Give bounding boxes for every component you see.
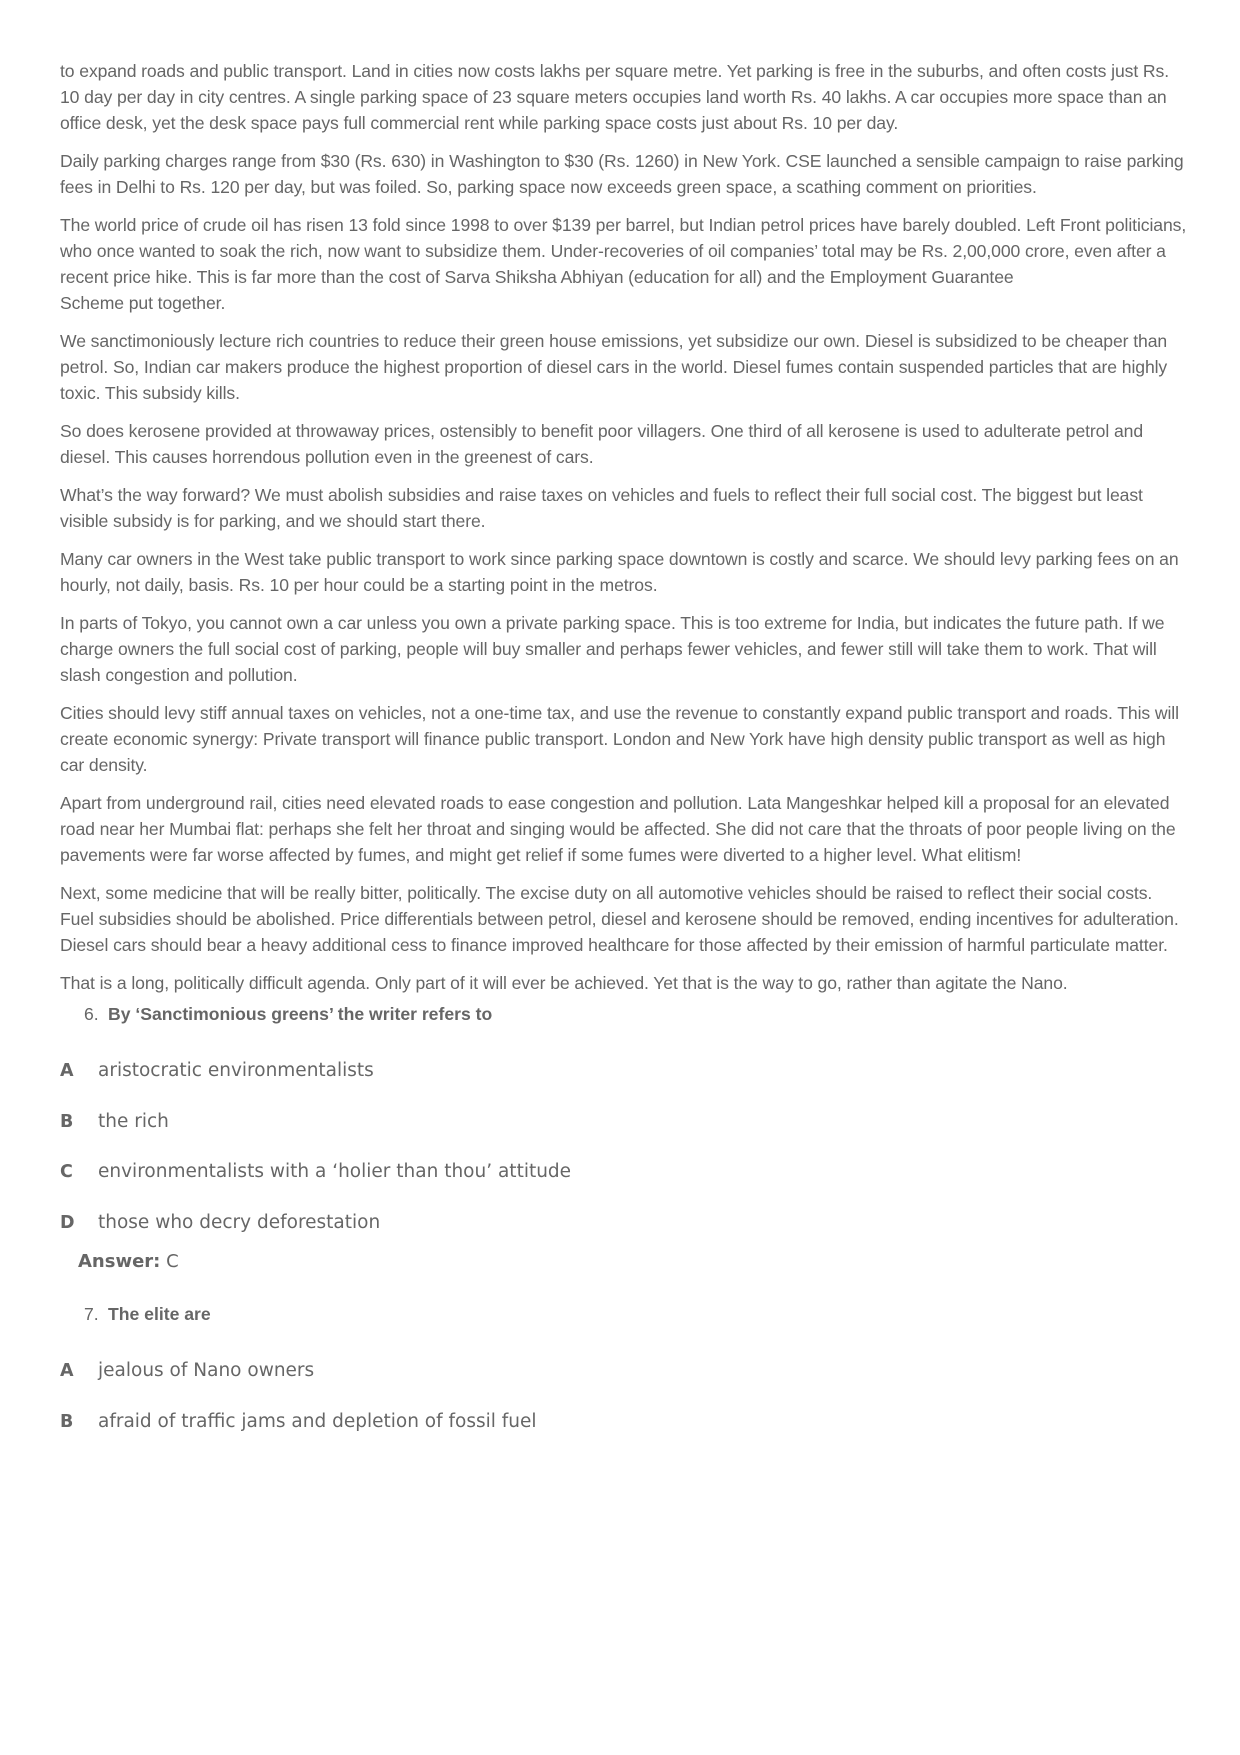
option-a[interactable] [60,1360,1190,1411]
option-letter: A [60,1061,74,1081]
question-text: The elite are [108,1304,211,1324]
paragraph-line: The world price of crude oil has risen 13 fold since 1998 to over $139 per barrel, but Indian petrol prices have barely doubled. Left Front politicians, who once wanted to soak the rich, now want to subsidize them. Under-recoveries of oil companies’ total may be Rs. 2,00,000 crore, even after a recent price hike. This is far more than the cost of Sarva Shiksha Abhiyan (education for all) and the Employment Guarantee [60,215,1187,287]
question-block [60,1002,1190,1272]
paragraph-line: In parts of Tokyo, you cannot own a car unless you own a private parking space. This is too extreme for India, but indicates the future path. If we charge owners the full social cost of parking, people will buy smaller and perhaps fewer vehicles, and fewer still will take them to work. That will slash congestion and pollution. [60,613,1165,685]
paragraph-line: Scheme put together. [60,293,226,313]
passage-paragraph [60,610,1190,688]
option-b[interactable] [60,1411,1190,1451]
document-page [60,58,1190,1451]
paragraph-line: Next, some medicine that will be really bitter, politically. The excise duty on all automotive vehicles should be raised to reflect their social costs. Fuel subsidies should be abolished. Price differentials between petrol, diesel and kerosene should be removed, ending incentives for adulteration. Diesel cars should bear a heavy additional cess to finance improved healthcare for those affected by their emission of harmful particulate matter. [60,883,1179,955]
passage-paragraph [60,970,1190,996]
option-text: environmentalists with a ‘holier than thou’ attitude [98,1161,572,1182]
paragraph-line: road near her Mumbai flat: perhaps she felt her throat and singing would be affected. She did not care that the throats of poor people living on the pavements were far worse affected by fumes, and might get relief if some fumes were diverted to a higher level. What elitism! [60,819,1176,865]
paragraph-line: We sanctimoniously lecture rich countries to reduce their green house emissions, yet subsidize our own. Diesel is subsidized to be cheaper than petrol. So, Indian car makers produce the highest proportion of diesel cars in the world. Diesel fumes contain suspended particles that are highly toxic. This subsidy kills. [60,331,1168,403]
option-letter: B [60,1112,74,1132]
paragraph-line: to expand roads and public transport. Land in cities now costs lakhs per square metre. Yet parking is free in the suburbs, and often costs just Rs. [60,61,1169,81]
paragraph-line: So does kerosene provided at throwaway prices, ostensibly to benefit poor villagers. One third of all kerosene is used to adulterate petrol and diesel. This causes horrendous pollution even in the greenest of cars. [60,421,1144,467]
passage [60,58,1190,996]
option-a[interactable] [60,1060,1190,1111]
question-number: 7. [84,1304,99,1324]
passage-paragraph [60,58,1190,136]
option-text: jealous of Nano owners [98,1360,315,1381]
paragraph-line: Apart from underground rail, cities need elevated roads to ease congestion and pollution. Lata Mangeshkar helped kill a proposal for an elevated [60,793,1170,813]
answer-line [78,1251,1190,1272]
option-text: the rich [98,1111,169,1132]
question-number: 6. [84,1004,99,1024]
option-d[interactable] [60,1212,1190,1251]
passage-paragraph [60,880,1190,958]
paragraph-line: Cities should levy stiff annual taxes on vehicles, not a one-time tax, and use the revenue to constantly expand public transport and roads. This will create economic synergy: Private transport will finance public transport. London and New York have high density public transport as well as high car density. [60,703,1179,775]
passage-paragraph [60,790,1190,868]
paragraph-line: Daily parking charges range from $30 (Rs. 630) in Washington to $30 (Rs. 1260) in New York. CSE launched a sensible campaign to raise parking fees in Delhi to Rs. 120 per day, but was foiled. So, parking space now exceeds green space, a scathing comment on priorities. [60,151,1184,197]
paragraph-line: That is a long, politically difficult agenda. Only part of it will ever be achieved. Yet that is the way to go, rather than agitate the Nano. [60,973,1068,993]
passage-paragraph [60,212,1190,316]
option-letter: D [60,1213,75,1233]
passage-paragraph [60,148,1190,200]
passage-paragraph [60,328,1190,406]
passage-paragraph [60,546,1190,598]
passage-paragraph [60,418,1190,470]
question-text: By ‘Sanctimonious greens’ the writer refers to [108,1004,493,1024]
options-list [60,1060,1190,1251]
answer-value: C [166,1251,179,1272]
options-list [60,1360,1190,1451]
paragraph-line: Many car owners in the West take public transport to work since parking space downtown is costly and scarce. We should levy parking fees on an hourly, not daily, basis. Rs. 10 per hour could be a starting point in the metros. [60,549,1179,595]
paragraph-line: 10 day per day in city centres. A single parking space of 23 square meters occupies land worth Rs. 40 lakhs. A car occupies more space than an office desk, yet the desk space pays full commercial rent while parking space costs just about Rs. 10 per day. [60,87,1167,133]
option-letter: C [60,1162,73,1182]
option-letter: A [60,1361,74,1381]
option-text: afraid of traffic jams and depletion of fossil fuel [98,1411,537,1432]
passage-paragraph [60,482,1190,534]
question-stem [60,1002,1190,1026]
question-block [60,1302,1190,1451]
answer-label: Answer: [78,1251,161,1272]
option-b[interactable] [60,1111,1190,1161]
option-text: those who decry deforestation [98,1212,381,1233]
question-stem [60,1302,1190,1326]
paragraph-line: What’s the way forward? We must abolish subsidies and raise taxes on vehicles and fuels to reflect their full social cost. The biggest but least visible subsidy is for parking, and we should start there. [60,485,1143,531]
option-text: aristocratic environmentalists [98,1060,374,1081]
option-c[interactable] [60,1161,1190,1212]
passage-paragraph [60,700,1190,778]
option-letter: B [60,1412,74,1432]
